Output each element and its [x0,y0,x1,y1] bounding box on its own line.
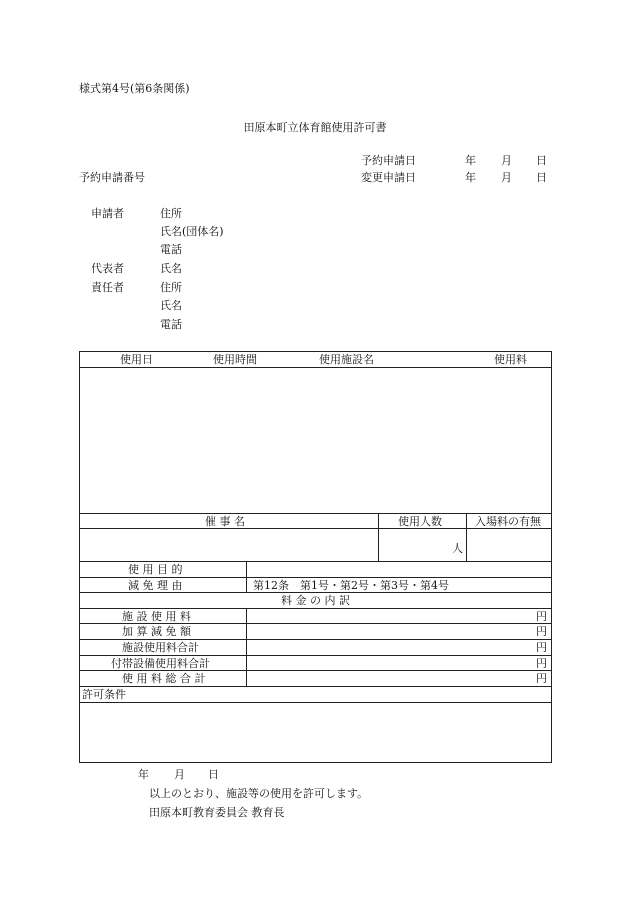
permission-statement: 以上のとおり、施設等の使用を許可します。 [149,787,369,800]
reservation-number-label: 予約申請番号 [79,171,145,184]
divider [246,608,247,686]
responsible-name-label: 氏名 [160,299,182,312]
header-facility: 使用施設名 [319,353,374,366]
fee-row-label: 使 用 料 総 合 計 [122,672,206,685]
issuer: 田原本町教育委員会 教育長 [149,806,285,819]
divider [466,513,467,561]
fee-breakdown-label: 料 金 の 内 訳 [281,594,350,607]
change-month: 月 [501,171,512,184]
divider [80,639,551,640]
footer-year: 年 [138,768,149,781]
header-fee: 使用料 [494,353,527,366]
divider [80,528,551,529]
reserve-year: 年 [465,154,476,167]
usage-form-table [79,351,552,763]
reserve-day: 日 [536,154,547,167]
header-use-time: 使用時間 [213,353,257,366]
applicant-phone-label: 電話 [160,243,182,256]
divider [80,577,551,578]
fee-row-unit: 円 [536,610,547,623]
fee-row-unit: 円 [536,625,547,638]
divider [80,623,551,624]
event-name-label: 催 事 名 [205,515,245,528]
responsible-phone-label: 電話 [160,318,182,331]
divider [80,513,551,514]
applicant-label: 申請者 [91,207,124,220]
change-day: 日 [536,171,547,184]
fee-row-label: 加 算 減 免 額 [122,625,191,638]
applicant-name-label: 氏名(団体名) [160,225,224,238]
reduction-reason-value: 第12条 第1号・第2号・第3号・第4号 [253,579,449,592]
admission-label: 入場料の有無 [475,515,541,528]
reduction-reason-label: 減 免 理 由 [128,579,183,592]
responsible-label: 責任者 [91,281,124,294]
conditions-label: 許可条件 [82,688,126,701]
divider [80,592,551,593]
attendees-label: 使用人数 [398,515,442,528]
representative-label: 代表者 [91,262,124,275]
divider [80,608,551,609]
change-date-label: 変更申請日 [361,171,416,184]
divider [378,513,379,561]
page-title: 田原本町立体育館使用許可書 [243,121,387,134]
purpose-label: 使 用 目 的 [128,563,183,576]
divider [246,561,247,592]
divider [80,655,551,656]
header-use-date: 使用日 [120,353,153,366]
applicant-address-label: 住所 [160,207,182,220]
footer-month: 月 [174,768,185,781]
reserve-month: 月 [501,154,512,167]
fee-row-unit: 円 [536,657,547,670]
fee-row-label: 付帯設備使用料合計 [111,657,210,670]
reserve-date-label: 予約申請日 [361,154,416,167]
divider [80,702,551,703]
divider [80,686,551,687]
responsible-address-label: 住所 [160,281,182,294]
divider [80,367,551,368]
fee-row-label: 施 設 使 用 料 [122,610,191,623]
fee-row-unit: 円 [536,641,547,654]
fee-row-label: 施設使用料合計 [122,641,199,654]
person-unit: 人 [452,542,463,555]
form-number: 様式第4号(第6条関係) [79,82,190,95]
change-year: 年 [465,171,476,184]
fee-row-unit: 円 [536,672,547,685]
representative-name-label: 氏名 [160,262,182,275]
divider [80,561,551,562]
footer-day: 日 [208,768,219,781]
divider [80,670,551,671]
